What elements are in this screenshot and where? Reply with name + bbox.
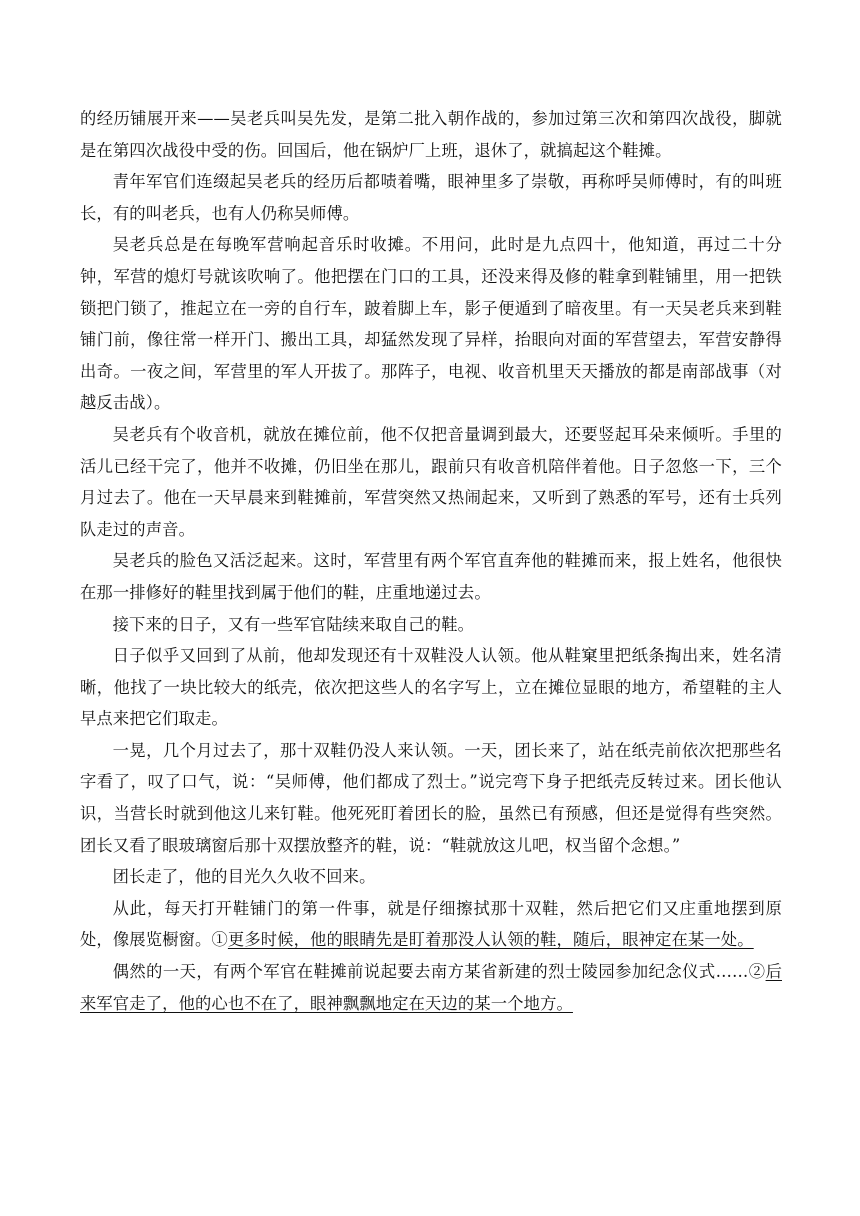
- underlined-sentence-2: 后来军官走了，他的心也不在了，眼神飘飘地定在天边的某一个地方。: [80, 962, 782, 1013]
- underlined-sentence-1: 更多时候，他的眼睛先是盯着那没人认领的鞋，随后，眼神定在某一处。: [227, 930, 754, 950]
- paragraph: 吴老兵的脸色又活泛起来。这时，军营里有两个军官直奔他的鞋摊而来，报上姓名，他很快在那一排修好的鞋里找到属于他们的鞋，庄重地递过去。: [80, 551, 782, 602]
- paragraph: 吴老兵有个收音机，就放在摊位前，他不仅把音量调到最大，还要竖起耳朵来倾听。手里的活儿已经干完了，他并不收摊，仍旧坐在那儿，跟前只有收音机陪伴着他。日子忽悠一下，三个月过去了。他在一天早晨来到鞋摊前，军营突然又热闹起来，又听到了熟悉的军号，还有士兵列队走过的声音。: [80, 424, 782, 539]
- paragraph: 团长走了，他的目光久久收不回来。: [112, 867, 376, 887]
- paragraph: 吴老兵总是在每晚军营响起音乐时收摊。不用问，此时是九点四十，他知道，再过二十分钟，军营的熄灯号就该吹响了。他把摆在门口的工具，还没来得及修的鞋拿到鞋铺里，用一把铁锁把门锁了，推起立在一旁的自行车，跛着脚上车，影子便遁到了暗夜里。有一天吴老兵来到鞋铺门前，像往常一样开门、搬出工具，却猛然发现了异样，抬眼向对面的军营望去，军营安静得出奇。一夜之间，军营里的军人开拔了。那阵子，电视、收音机里天天播放的都是南部战事（对越反击战）。: [80, 235, 782, 413]
- paragraph: 接下来的日子，又有一些军官陆续来取自己的鞋。: [112, 614, 475, 634]
- paragraph: [80, 956, 782, 1019]
- paragraph: 的经历铺展开来——吴老兵叫吴先发，是第二批入朝作战的，参加过第三次和第四次战役，脚就是在第四次战役中受的伤。回国后，他在锅炉厂上班，退休了，就搞起这个鞋摊。: [80, 109, 782, 160]
- paragraph: 一晃，几个月过去了，那十双鞋仍没人来认领。一天，团长来了，站在纸壳前依次把那些名字看了，叹了口气，说：“吴师傅，他们都成了烈士。”说完弯下身子把纸壳反转过来。团长他认识，当营长时就到他这儿来钉鞋。他死死盯着团长的脸，虽然已有预感，但还是觉得有些突然。团长又看了眼玻璃窗后那十双摆放整齐的鞋，说：“鞋就放这儿吧，权当留个念想。”: [80, 740, 782, 855]
- paragraph-text: 偶然的一天，有两个军官在鞋摊前说起要去南方某省新建的烈士陵园参加纪念仪式……②: [112, 962, 766, 982]
- story-text: [80, 103, 782, 1019]
- paragraph: [80, 893, 782, 956]
- paragraph: 青年军官们连缀起吴老兵的经历后都啧着嘴，眼神里多了崇敬，再称呼吴师傅时，有的叫班长，有的叫老兵，也有人仍称吴师傅。: [80, 172, 782, 223]
- paragraph: 日子似乎又回到了从前，他却发现还有十双鞋没人认领。他从鞋窠里把纸条掏出来，姓名清晰，他找了一块比较大的纸壳，依次把这些人的名字写上，立在摊位显眼的地方，希望鞋的主人早点来把它们取走。: [80, 646, 782, 729]
- paragraph-text: 从此，每天打开鞋铺门的第一件事，就是仔细擦拭那十双鞋，然后把它们又庄重地摆到原处，像展览橱窗。①: [80, 898, 782, 950]
